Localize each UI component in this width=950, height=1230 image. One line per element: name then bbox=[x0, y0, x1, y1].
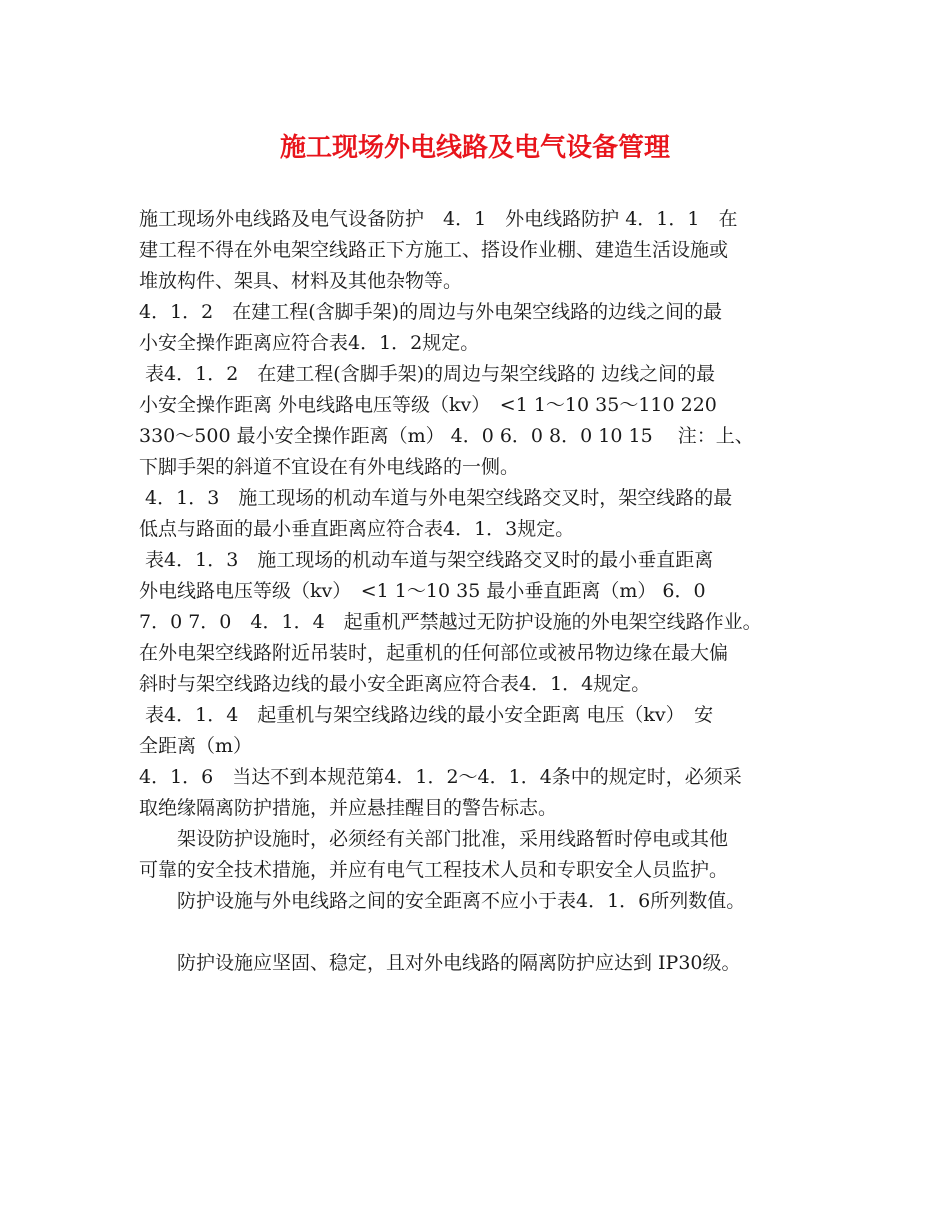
text-line: 堆放构件、架具、材料及其他杂物等。 bbox=[139, 270, 463, 292]
text-line: 330～500 最小安全操作距离（m） 4．0 6．0 8．0 10 15 注：上、 bbox=[139, 425, 754, 447]
text-line: 4．1．6 当达不到本规范第4．1．2～4．1．4条中的规定时，必须采 bbox=[139, 766, 742, 788]
text-line: 防护设施应坚固、稳定，且对外电线路的隔离防护应达到 IP30级。 bbox=[139, 952, 741, 974]
text-line: 低点与路面的最小垂直距离应符合表4．1．3规定。 bbox=[139, 518, 575, 540]
text-line: 7．0 7．0 4．1．4 起重机严禁越过无防护设施的外电架空线路作业。 bbox=[139, 611, 762, 633]
text-line: 在外电架空线路附近吊装时，起重机的任何部位或被吊物边缘在最大偏 bbox=[139, 642, 729, 664]
text-line: 斜时与架空线路边线的最小安全距离应符合表4．1．4规定。 bbox=[139, 673, 651, 695]
text-line: 表4．1．4 起重机与架空线路边线的最小安全距离 电压（kv） 安 bbox=[139, 704, 714, 726]
blank-line bbox=[139, 917, 829, 948]
text-line: 可靠的安全技术措施，并应有电气工程技术人员和专职安全人员监护。 bbox=[139, 859, 729, 881]
text-line: 施工现场外电线路及电气设备防护 4．1 外电线路防护 4．1．1 在 bbox=[139, 208, 738, 230]
text-line: 表4．1．3 施工现场的机动车道与架空线路交叉时的最小垂直距离 bbox=[139, 549, 714, 571]
text-line: 4．1．3 施工现场的机动车道与外电架空线路交叉时，架空线路的最 bbox=[139, 487, 733, 509]
text-line: 外电线路电压等级（kv） <1 1～10 35 最小垂直距离（m） 6．0 bbox=[139, 580, 706, 602]
text-line: 小安全操作距离 外电线路电压等级（kv） <1 1～10 35～110 220 bbox=[139, 394, 717, 416]
text-line: 全距离（m） bbox=[139, 735, 253, 757]
text-line: 建工程不得在外电架空线路正下方施工、搭设作业棚、建造生活设施或 bbox=[139, 239, 729, 261]
text-line: 防护设施与外电线路之间的安全距离不应小于表4．1．6所列数值。 bbox=[139, 890, 746, 912]
text-line: 架设防护设施时，必须经有关部门批准，采用线路暂时停电或其他 bbox=[139, 828, 729, 850]
text-line: 表4．1．2 在建工程(含脚手架)的周边与架空线路的 边线之间的最 bbox=[139, 363, 716, 385]
text-line: 下脚手架的斜道不宜设在有外电线路的一侧。 bbox=[139, 456, 520, 478]
document-body bbox=[139, 204, 829, 979]
text-line: 4．1．2 在建工程(含脚手架)的周边与外电架空线路的边线之间的最 bbox=[139, 301, 723, 323]
text-line: 取绝缘隔离防护措施，并应悬挂醒目的警告标志。 bbox=[139, 797, 558, 819]
text-line: 小安全操作距离应符合表4．1．2规定。 bbox=[139, 332, 480, 354]
document-title: 施工现场外电线路及电气设备管理 bbox=[279, 133, 670, 163]
